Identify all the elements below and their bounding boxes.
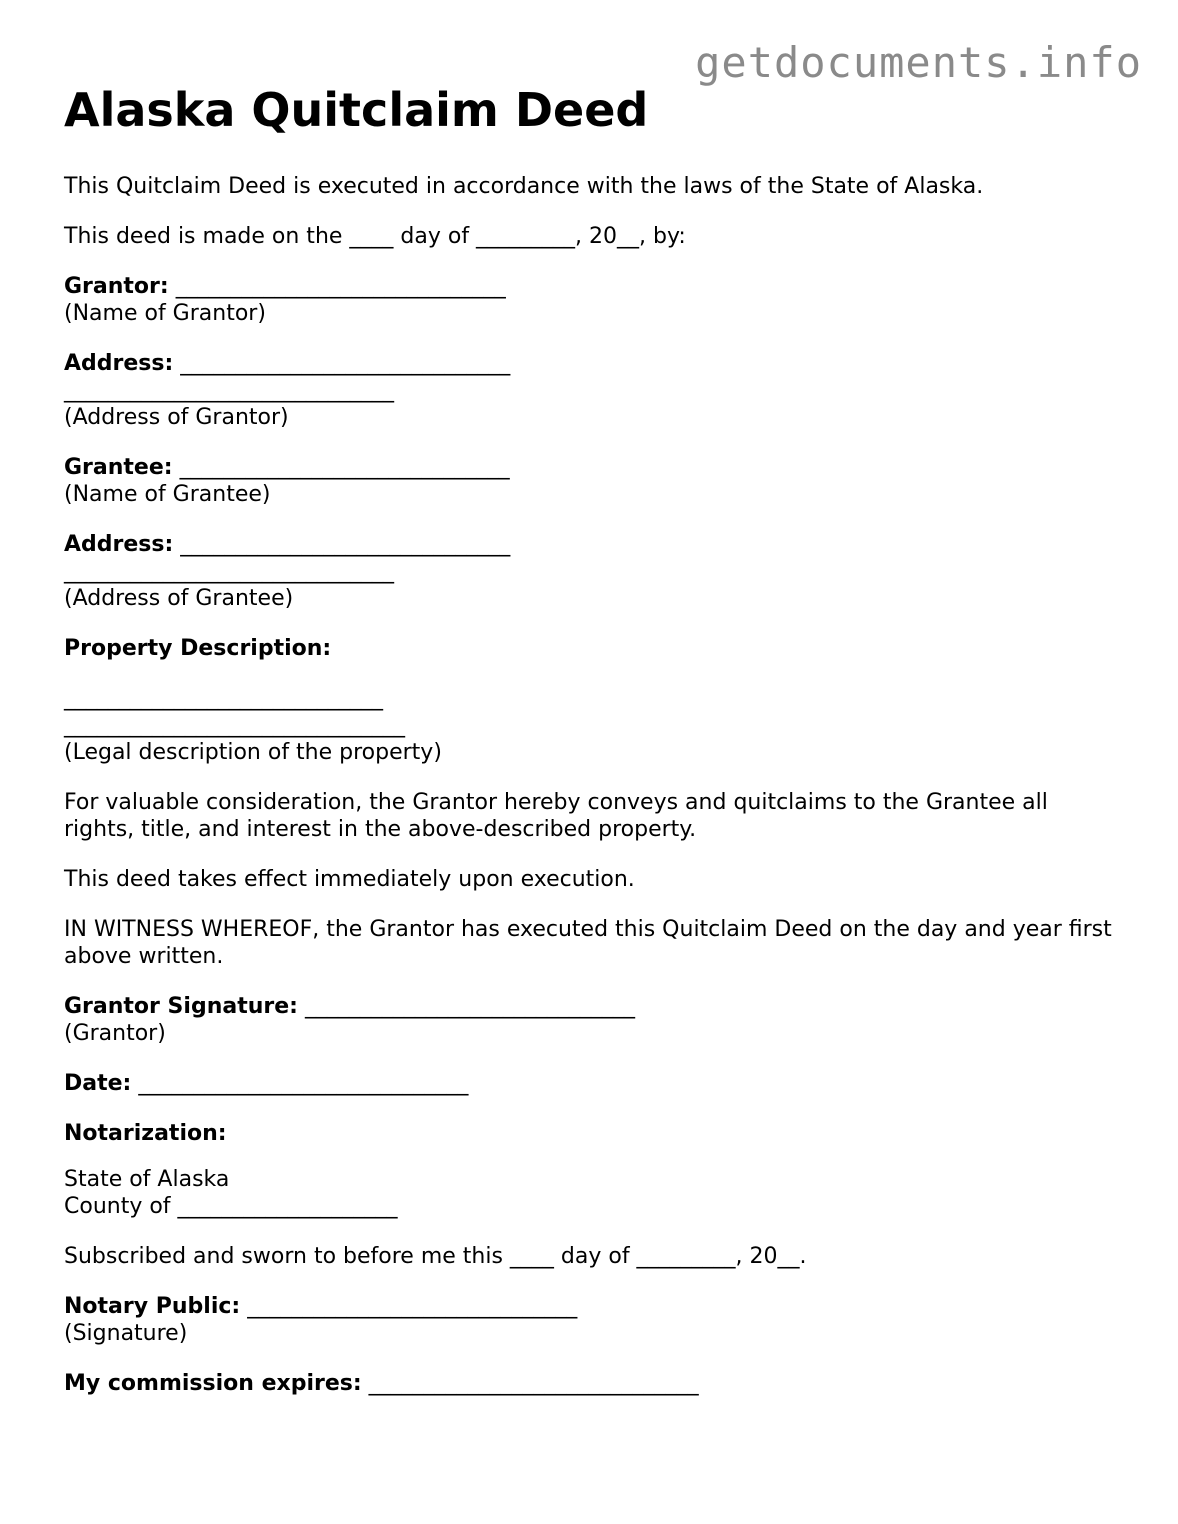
witness-text: IN WITNESS WHEREOF, the Grantor has executed this Quitclaim Deed on the day and year first above written. — [64, 917, 1112, 969]
notary-public-note: (Signature) — [64, 1321, 188, 1346]
grantor-label: Grantor: — [64, 274, 169, 299]
property-label: Property Description: — [64, 636, 332, 661]
grantee-address-field-2[interactable]: ______________________________ — [64, 559, 394, 584]
county-field[interactable]: County of ____________________ — [64, 1194, 398, 1219]
grantee-address-label: Address: — [64, 532, 174, 557]
conveyance-text: For valuable consideration, the Grantor hereby conveys and quitclaims to the Grantee all rights, title, and interest in the above-described property. — [64, 790, 1048, 842]
grantee-block — [64, 454, 1124, 508]
property-field-1[interactable]: _____________________________ — [64, 686, 383, 711]
property-note: (Legal description of the property) — [64, 740, 442, 765]
grantee-note: (Name of Grantee) — [64, 482, 271, 507]
grantor-signature-note: (Grantor) — [64, 1021, 166, 1046]
effect-text: This deed takes effect immediately upon execution. — [64, 867, 635, 892]
grantor-address-field[interactable]: ______________________________ — [173, 351, 511, 376]
grantor-address-label: Address: — [64, 351, 174, 376]
date-field[interactable]: ______________________________ — [131, 1071, 469, 1096]
grantor-block — [64, 273, 1124, 327]
grantee-address-block — [64, 531, 1124, 612]
grantee-address-field[interactable]: ______________________________ — [173, 532, 511, 557]
made-on-text: This deed is made on the ____ day of _________, 20__, by: — [64, 224, 686, 249]
grantor-address-note: (Address of Grantor) — [64, 405, 289, 430]
grantor-signature-block — [64, 993, 1124, 1047]
property-block — [64, 635, 1124, 766]
commission-field[interactable]: ______________________________ — [361, 1371, 699, 1396]
grantor-field[interactable]: ______________________________ — [168, 274, 506, 299]
date-block — [64, 1070, 1124, 1097]
document-title: Alaska Quitclaim Deed — [64, 83, 649, 137]
grantee-address-note: (Address of Grantee) — [64, 586, 294, 611]
grantor-address-field-2[interactable]: ______________________________ — [64, 378, 394, 403]
sworn-text: Subscribed and sworn to before me this ____ day of _________, 20__. — [64, 1244, 807, 1269]
intro-text: This Quitclaim Deed is executed in accordance with the laws of the State of Alaska. — [64, 174, 984, 199]
grantee-field[interactable]: ______________________________ — [172, 455, 510, 480]
grantor-signature-label: Grantor Signature: — [64, 994, 298, 1019]
document-body — [64, 80, 1124, 1420]
notarization-location — [64, 1166, 1124, 1220]
notary-public-block — [64, 1293, 1124, 1347]
notarization-heading — [64, 1120, 1124, 1147]
grantee-label: Grantee: — [64, 455, 173, 480]
date-label: Date: — [64, 1071, 132, 1096]
notary-public-field[interactable]: ______________________________ — [240, 1294, 578, 1319]
state-text: State of Alaska — [64, 1167, 230, 1192]
watermark: getdocuments.info — [695, 38, 1142, 87]
notarization-label: Notarization: — [64, 1121, 227, 1146]
notary-public-label: Notary Public: — [64, 1294, 241, 1319]
grantor-address-block — [64, 350, 1124, 431]
grantor-signature-field[interactable]: ______________________________ — [297, 994, 635, 1019]
property-field-2[interactable]: _______________________________ — [64, 713, 405, 738]
grantor-note: (Name of Grantor) — [64, 301, 266, 326]
commission-label: My commission expires: — [64, 1371, 362, 1396]
commission-block — [64, 1370, 1124, 1397]
